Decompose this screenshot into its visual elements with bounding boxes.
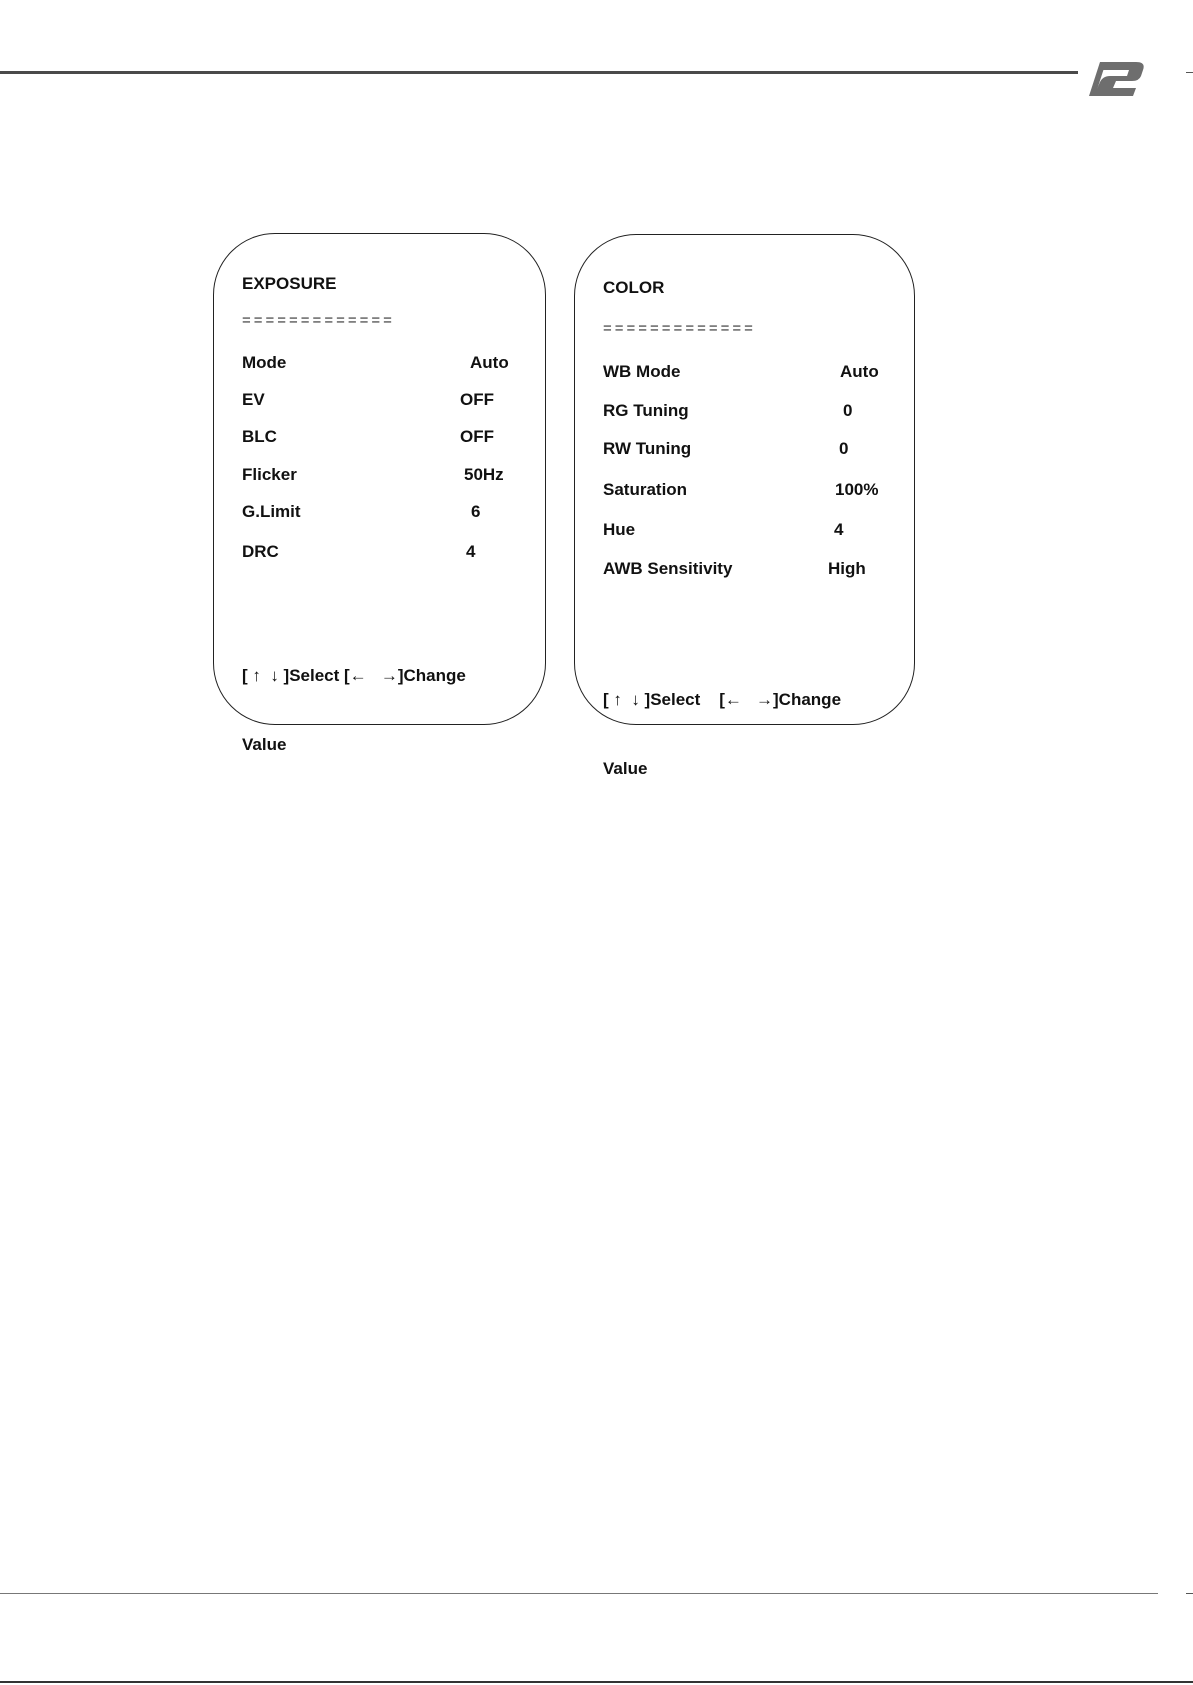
- row-value: Auto: [470, 353, 509, 372]
- color-row-rg-tuning[interactable]: [575, 401, 914, 423]
- row-label: Mode: [242, 353, 287, 372]
- color-menu-title: COLOR: [603, 278, 665, 297]
- hint-line: Value: [603, 759, 648, 778]
- exposure-menu-separator: =============: [242, 312, 395, 329]
- row-value: 0: [843, 401, 853, 420]
- hint-line: [ ↑ ↓ ]Select [← →]Change: [242, 666, 466, 685]
- color-row-wb-mode[interactable]: [575, 362, 914, 384]
- row-label: G.Limit: [242, 502, 301, 521]
- color-hint: [603, 642, 841, 826]
- color-menu-panel: [574, 234, 915, 778]
- b2-logo-icon: [1086, 56, 1148, 100]
- row-label: AWB Sensitivity: [603, 559, 733, 578]
- row-value: 4: [466, 542, 476, 561]
- row-value: High: [828, 559, 866, 578]
- page-bottom-rule: [0, 1681, 1193, 1683]
- exposure-menu-panel: [213, 233, 546, 754]
- hint-line: [ ↑ ↓ ]Select [← →]Change: [603, 690, 842, 709]
- row-value: 100%: [835, 480, 879, 499]
- row-value: Auto: [840, 362, 879, 381]
- exposure-menu-title: EXPOSURE: [242, 274, 337, 293]
- row-value: 4: [834, 520, 844, 539]
- row-value: 50Hz: [464, 465, 504, 484]
- row-value: 6: [471, 502, 481, 521]
- exposure-row-ev[interactable]: [214, 390, 545, 412]
- exposure-row-mode[interactable]: [214, 353, 545, 375]
- exposure-row-g-limit[interactable]: [214, 502, 545, 524]
- color-row-rw-tuning[interactable]: [575, 439, 914, 461]
- header-rule: [0, 71, 1078, 74]
- color-row-awb-sensitivity[interactable]: [575, 559, 914, 581]
- row-label: DRC: [242, 542, 279, 561]
- row-label: Hue: [603, 520, 636, 539]
- header-edge-mark: [1186, 72, 1193, 73]
- row-label: BLC: [242, 427, 277, 446]
- row-label: WB Mode: [603, 362, 681, 381]
- footer-rule: [0, 1593, 1158, 1594]
- row-label: EV: [242, 390, 265, 409]
- row-label: Flicker: [242, 465, 297, 484]
- row-value: OFF: [460, 427, 494, 446]
- row-label: Saturation: [603, 480, 688, 499]
- row-label: RG Tuning: [603, 401, 689, 420]
- hint-line: Value: [242, 735, 287, 754]
- exposure-hint: [242, 618, 466, 802]
- color-menu-separator: =============: [603, 320, 756, 337]
- exposure-row-flicker[interactable]: [214, 465, 545, 487]
- footer-edge-mark: [1186, 1593, 1193, 1594]
- row-label: RW Tuning: [603, 439, 692, 458]
- exposure-row-drc[interactable]: [214, 542, 545, 564]
- exposure-row-blc[interactable]: [214, 427, 545, 449]
- row-value: 0: [839, 439, 849, 458]
- color-row-hue[interactable]: [575, 520, 914, 542]
- row-value: OFF: [460, 390, 494, 409]
- color-row-saturation[interactable]: [575, 480, 914, 502]
